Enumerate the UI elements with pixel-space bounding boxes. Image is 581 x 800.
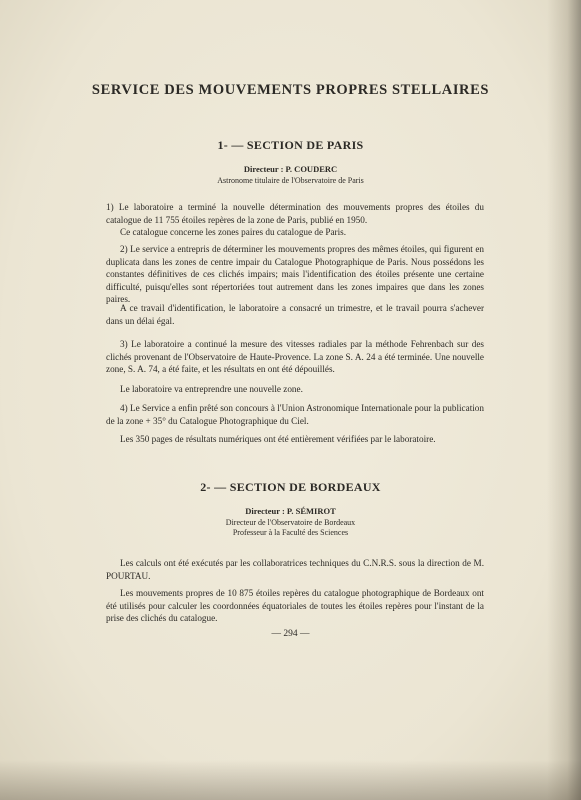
paragraph: Ce catalogue concerne les zones paires du catalogue de Paris. (120, 227, 347, 237)
paragraph: Les calculs ont été exécutés par les collaboratrices techniques du C.N.R.S. sous la direction de M. POURTAU. (106, 558, 484, 581)
paragraph: Les 350 pages de résultats numériques ont été entièrement vérifiées par le laboratoire. (120, 434, 436, 444)
paragraph: 2) Le service a entrepris de déterminer les mouvements propres des mêmes étoiles, qui figurent en duplicata dans les zones de centre impair du Catalogue Photographique de Paris. Nous possédons les constantes définitives de ces clichés impairs; mais l'identification des étoiles présente une certaine difficulté, puisqu'elles sont répertoriées tout autrement dans les zones impaires que dans les zones paires. (106, 244, 484, 305)
director-paris: Directeur : P. COUDERC (243, 164, 338, 174)
paragraph: Le laboratoire va entreprendre une nouvelle zone. (120, 384, 303, 394)
page-number: — 294 — (271, 629, 310, 639)
page-bottom-shadow (0, 760, 581, 800)
section-heading-bordeaux: 2- — SECTION DE BORDEAUX (200, 480, 381, 494)
director-role-bordeaux: Professeur à la Faculté des Sciences (232, 528, 349, 537)
paragraph: 4) Le Service a enfin prêté son concours à l'Union Astronomique Internationale pour la publication de la zone + 35° du Catalogue Photographique du Ciel. (106, 403, 484, 426)
director-bordeaux: Directeur : P. SÉMIROT (245, 506, 336, 516)
paragraph: 1) Le laboratoire a terminé la nouvelle détermination des mouvements propres des étoiles du catalogue de 11 755 étoiles repères de la zone de Paris, publié en 1950. (106, 202, 484, 225)
paragraph: 3) Le laboratoire a continué la mesure des vitesses radiales par la méthode Fehrenbach sur des clichés provenant de l'Observatoire de Haute-Provence. La zone S. A. 24 a été terminée. Une nouvelle zone, S. A. 74, a été faite, et les résultats en ont été dépouillés. (106, 339, 484, 375)
paragraph: Les mouvements propres de 10 875 étoiles repères du catalogue photographique de Bordeaux ont été utilisés pour calculer les coordonnées équatoriales de toutes les étoiles repères pour l'instant de la prise des clichés du catalogue. (106, 588, 484, 624)
director-role-bordeaux: Directeur de l'Observatoire de Bordeaux (225, 518, 356, 527)
paragraph: A ce travail d'identification, le laboratoire a consacré un trimestre, et le travail pourra s'achever dans un délai égal. (106, 303, 484, 326)
director-role-paris: Astronome titulaire de l'Observatoire de Paris (217, 176, 364, 185)
page-title: SERVICE DES MOUVEMENTS PROPRES STELLAIRES (91, 82, 490, 98)
page-edge-shadow (547, 0, 581, 800)
section-heading-paris: 1- — SECTION DE PARIS (217, 138, 364, 152)
